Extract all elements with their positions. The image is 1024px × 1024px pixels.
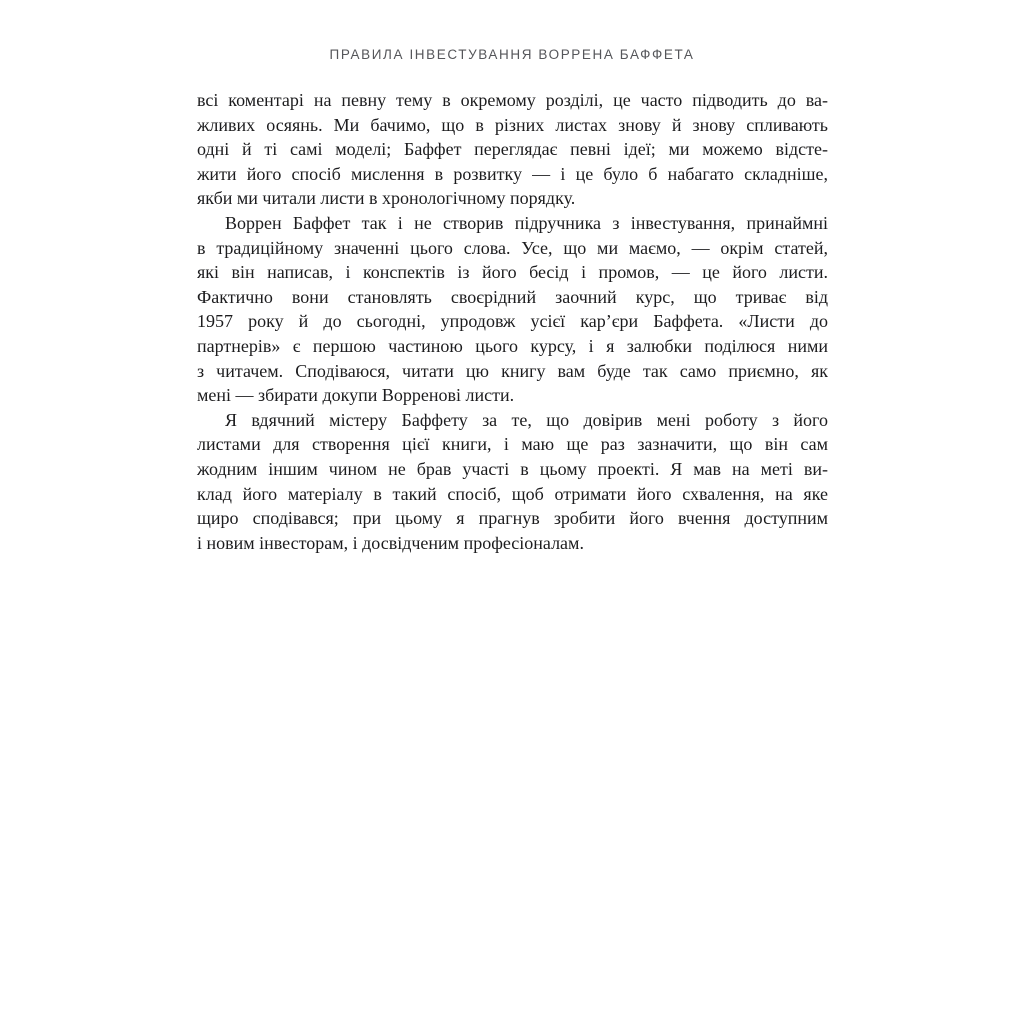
text-line: жити його спосіб мислення в розвитку — і це було б набагато складніше,	[197, 163, 828, 184]
paragraph	[197, 408, 828, 556]
text-line: жливих осяянь. Ми бачимо, що в різних листах знову й знову спливають	[197, 114, 828, 135]
text-line: 1957 року й до сьогодні, упродовж усієї кар’єри Баффета. «Листи до	[197, 311, 828, 332]
text-line: Я вдячний містеру Баффету за те, що довірив мені роботу з його	[225, 409, 828, 430]
text-line: Фактично вони становлять своєрідний заочний курс, що триває від	[197, 286, 828, 307]
text-line: одні й ті самі моделі; Баффет переглядає певні ідеї; ми можемо відсте-	[197, 139, 828, 160]
text-line: з читачем. Сподіваюся, читати цю книгу вам буде так само приємно, як	[197, 360, 828, 381]
paragraph	[197, 88, 828, 211]
text-line: жодним іншим чином не брав участі в цьому проекті. Я мав на меті ви-	[197, 458, 828, 479]
paragraph	[197, 211, 828, 408]
text-line: в традиційному значенні цього слова. Усе, що ми маємо, — окрім статей,	[197, 237, 828, 258]
text-line: партнерів» є першою частиною цього курсу, і я залюбки поділюся ними	[197, 335, 828, 356]
text-line: листами для створення цієї книги, і маю ще раз зазначити, що він сам	[197, 434, 828, 455]
text-line: мені — збирати докупи Ворренові листи.	[197, 385, 515, 406]
text-line: якби ми читали листи в хронологічному порядку.	[197, 188, 576, 209]
text-line: клад його матеріалу в такий спосіб, щоб отримати його схвалення, на яке	[197, 483, 828, 504]
running-header: ПРАВИЛА ІНВЕСТУВАННЯ ВОРРЕНА БАФФЕТА	[329, 47, 695, 62]
page-body	[197, 88, 828, 555]
text-line: які він написав, і конспектів із його бесід і промов, — це його листи.	[197, 262, 828, 283]
text-line: всі коментарі на певну тему в окремому розділі, це часто підводить до ва-	[197, 90, 828, 110]
text-line: щиро сподівався; при цьому я прагнув зробити його вчення доступним	[197, 508, 828, 529]
text-line: і новим інвесторам, і досвідченим професіоналам.	[197, 532, 584, 553]
text-line: Воррен Баффет так і не створив підручника з інвестування, принаймні	[225, 212, 828, 233]
